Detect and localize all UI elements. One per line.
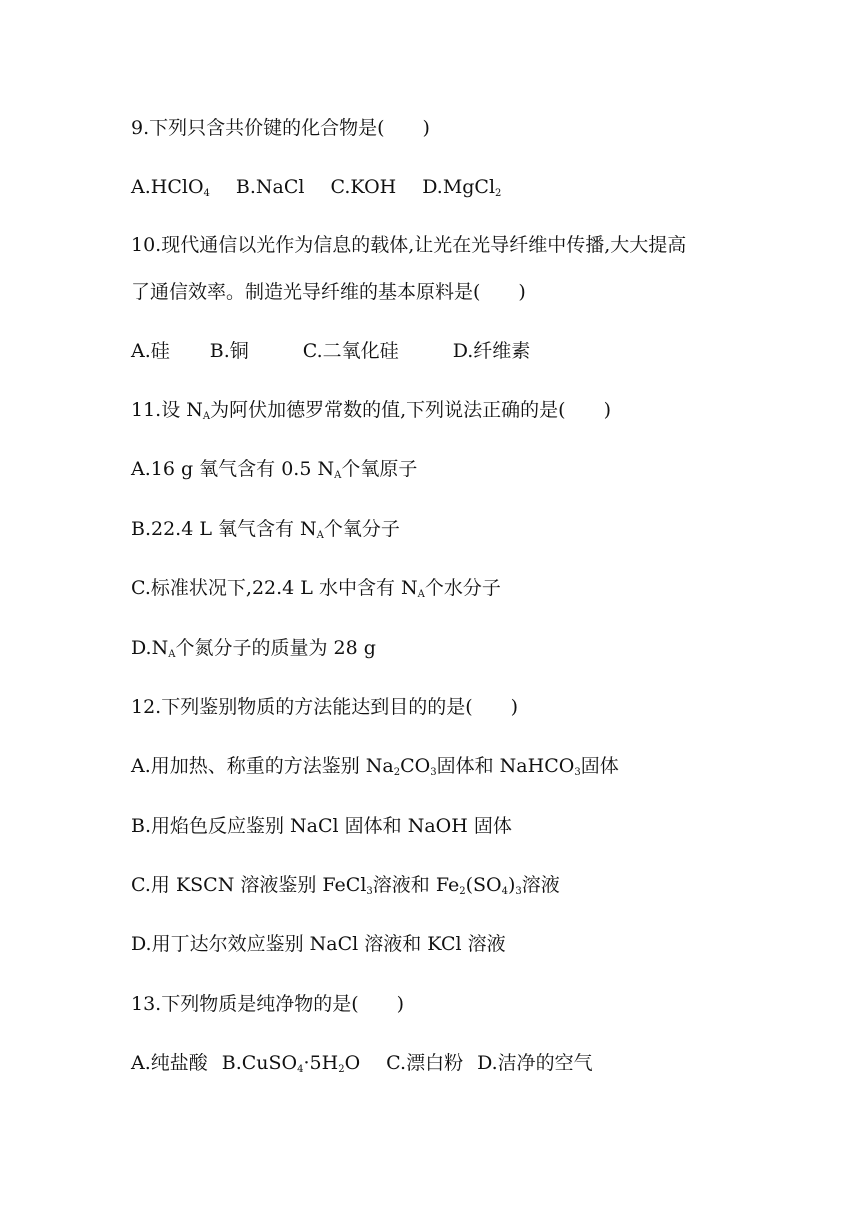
question-11-option-b: B.22.4 L 氧气含有 $N_A$个氧分子 [131, 518, 400, 541]
option-c: C.KOH [330, 176, 397, 198]
question-9-text: 9.下列只含共价键的化合物是( ) [131, 117, 430, 139]
question-12-stem: 12.下列鉴别物质的方法能达到目的的是( ) [131, 696, 519, 718]
question-12-option-c: C.用 KSCN 溶液鉴别 FeCl$_3$溶液和 $Fe_2(SO_4)_3$溶液 [131, 874, 560, 897]
option-d: D.纤维素 [452, 340, 531, 362]
question-9-stem [131, 116, 430, 140]
option-d: D.MgCl$_2$ [422, 176, 502, 199]
question-9-options [131, 175, 501, 199]
question-13-stem: 13.下列物质是纯净物的是( ) [131, 993, 405, 1015]
option-a: A.HClO$_4$ [131, 176, 210, 199]
question-13-options [131, 1051, 593, 1075]
option-b: $B.CuSO_4\cdot 5H_2O$ [221, 1052, 361, 1075]
question-10-options [131, 339, 530, 363]
question-10-stem-line1: 10.现代通信以光作为信息的载体,让光在光导纤维中传播,大大提高 [131, 234, 687, 256]
question-11-option-a: A.16 g 氧气含有 0.5 $N_A$个氧原子 [131, 458, 418, 481]
question-12-option-d: D.用丁达尔效应鉴别 NaCl 溶液和 KCl 溶液 [131, 933, 506, 955]
option-a: A.纯盐酸 [131, 1052, 208, 1074]
option-c: C.二氧化硅 [302, 340, 399, 362]
option-a: A.硅 [131, 340, 170, 362]
option-b: B.NaCl [235, 176, 305, 198]
question-11-option-c: C.标准状况下,22.4 L 水中含有 $N_A$个水分子 [131, 577, 501, 600]
option-c: C.漂白粉 [386, 1052, 464, 1074]
question-12-option-a: A.用加热、称重的方法鉴别 $Na_2CO_3$固体和 NaHCO$_3$固体 [131, 755, 619, 778]
question-11-stem: 11.设 $N_A$为阿伏加德罗常数的值,下列说法正确的是( ) [131, 399, 611, 422]
question-11-option-d: $D.N_A$个氮分子的质量为 28 g [131, 637, 376, 660]
question-10-stem-line2: 了通信效率。制造光导纤维的基本原料是( ) [131, 281, 526, 303]
option-b: B.铜 [209, 340, 249, 362]
option-d: D.洁净的空气 [477, 1052, 593, 1074]
question-12-option-b: B.用焰色反应鉴别 NaCl 固体和 NaOH 固体 [131, 815, 512, 837]
